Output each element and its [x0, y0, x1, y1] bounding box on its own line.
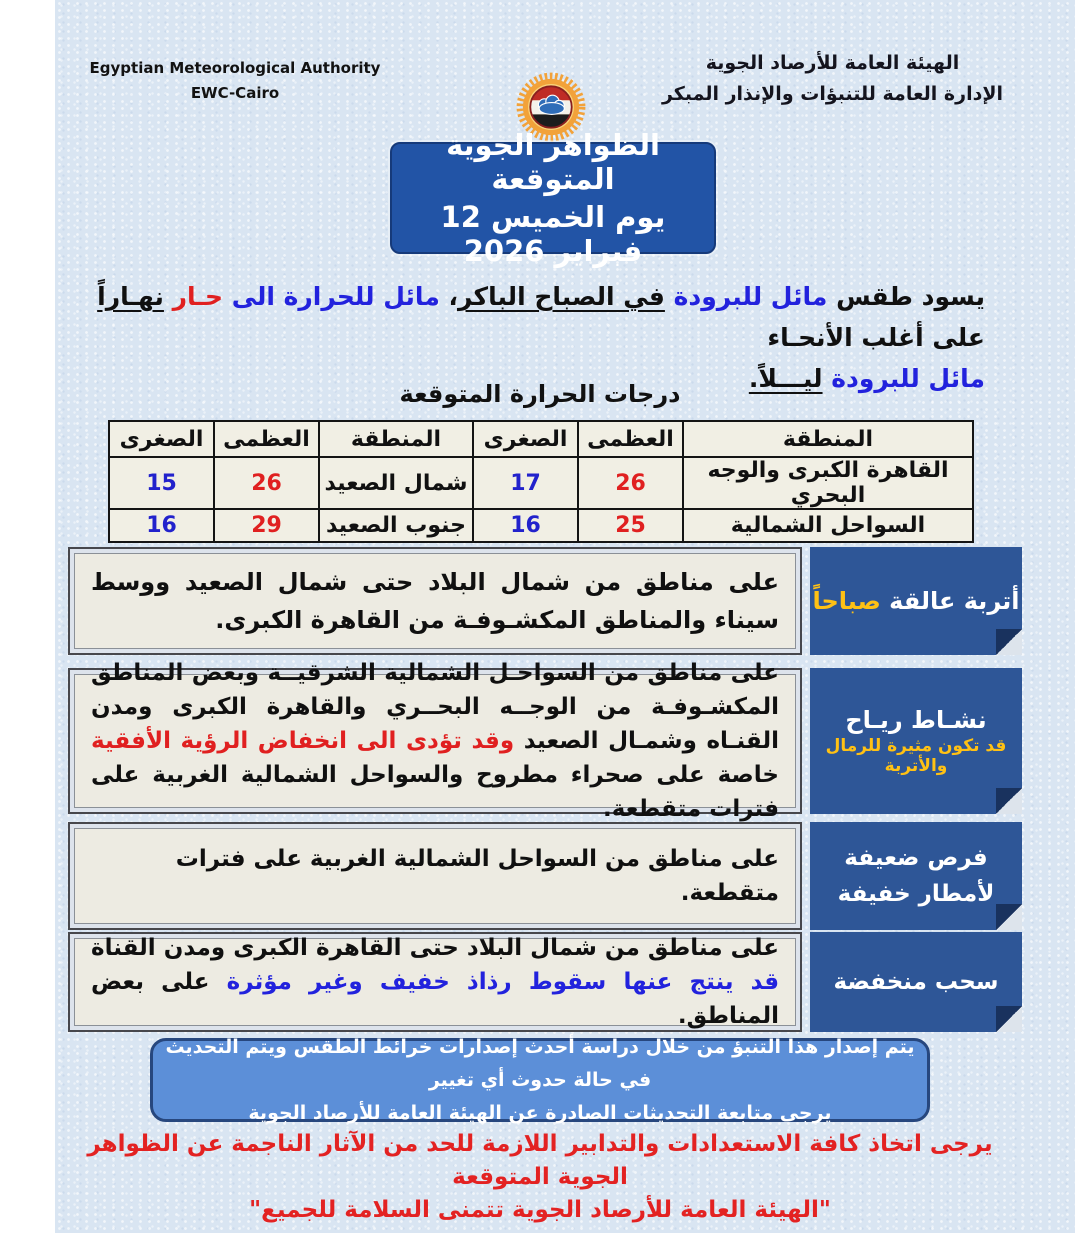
- table-row: [109, 457, 973, 509]
- clouds-label-box: [810, 932, 1022, 1032]
- cell-min-temp: 15: [109, 457, 214, 509]
- summary-segment-cold: مائل للبرودة: [664, 282, 828, 311]
- dust-label-box: [810, 547, 1022, 655]
- dust-content-box: [68, 547, 802, 655]
- cell-region: السواحل الشمالية: [683, 509, 973, 542]
- rain-label-line1: فرص ضعيفة: [844, 845, 988, 871]
- folded-corner-icon: [996, 1006, 1022, 1032]
- summary-segment: على أغلب الأنحـاء: [767, 323, 985, 352]
- header-min-b: الصغرى: [109, 421, 214, 457]
- summary-segment-cold-night: مائل للبرودة: [822, 364, 985, 393]
- folded-corner-icon: [996, 788, 1022, 814]
- cell-region: جنوب الصعيد: [319, 509, 473, 542]
- footer-warning-line2: "الهيئة العامة للأرصاد الجوية تتمنى السلامة للجميع": [249, 1197, 831, 1223]
- notice-line2: يرجى متابعة التحديثات الصادرة عن الهيئة العامة للأرصاد الجوية: [248, 1101, 832, 1124]
- update-notice-box: [150, 1035, 930, 1124]
- summary-segment: ،: [439, 282, 458, 311]
- summary-segment-warm: مائل للحرارة الى: [222, 282, 440, 311]
- summary-segment-night: ليـــلاً.: [748, 364, 823, 393]
- cell-max-temp: 29: [214, 509, 319, 542]
- clouds-drizzle-note: قد ينتج عنها سقوط رذاذ خفيف وغير مؤثرة: [209, 969, 780, 995]
- section-low-clouds: [0, 932, 1075, 1032]
- header-max-b: العظمى: [214, 421, 319, 457]
- rain-body-text: على مناطق من السواحل الشمالية الغربية على فترات متقطعة.: [175, 846, 779, 906]
- cell-max-temp: 26: [214, 457, 319, 509]
- wind-content-box: [68, 660, 802, 822]
- cell-region: القاهرة الكبرى والوجه البحري: [683, 457, 973, 509]
- table-header-row: [109, 421, 973, 457]
- summary-segment-daytime: نهـاراً: [97, 282, 164, 311]
- org-name-arabic-line1: الهيئة العامة للأرصاد الجوية: [705, 52, 960, 74]
- footer-warning-line1: يرجى اتخاذ كافة الاستعدادات والتدابير اللازمة للحد من الآثار الناجمة عن الظواهر الجوية المتوقعة: [87, 1131, 993, 1190]
- section-wind-activity: [0, 660, 1075, 822]
- clouds-body-line1: على مناطق من شمال البلاد حتى القاهرة الكبرى ومدن القناة: [91, 935, 779, 961]
- cell-region: شمال الصعيد: [319, 457, 473, 509]
- wind-label-sub: قد تكون مثيرة للرمال والأتربة: [825, 736, 1007, 776]
- rain-label-line2: لأمطار خفيفة: [837, 881, 995, 907]
- dust-body-text: على مناطق من شمال البلاد حتى شمال الصعيد ووسط سيناء والمناطق المكشـوفـة من القاهرة الكبرى.: [91, 568, 779, 634]
- summary-segment-hot: حـار: [163, 282, 223, 311]
- org-name-english-line2: EWC-Cairo: [190, 84, 280, 102]
- folded-corner-icon: [996, 629, 1022, 655]
- org-name-arabic-line2: الإدارة العامة للتنبؤات والإنذار المبكر: [661, 83, 1004, 105]
- rain-label-box: [810, 822, 1022, 930]
- org-name-arabic: [660, 48, 1005, 110]
- dust-label-accent: صباحاً: [812, 587, 881, 615]
- dust-label: أتربة عالقة صباحاً: [812, 587, 1020, 615]
- report-title-box: [390, 128, 716, 268]
- cell-min-temp: 16: [109, 509, 214, 542]
- cell-min-temp: 17: [473, 457, 578, 509]
- wind-label-box: [810, 668, 1022, 814]
- org-name-english-line1: Egyptian Meteorological Authority: [89, 59, 381, 77]
- header-min-a: الصغرى: [473, 421, 578, 457]
- wind-body-text: على مناطق من السواحـل الشمالية الشرقيــة وبعض المناطق المكشـوفـة من الوجــه البحــري والقاهرة الكبرى ومدن القنـاه وشمـال الصعيد وقد تؤدى الى انخفاض الرؤية الأفقية خاصة على صحراء مطروح والسواحل الشمالية الغربية على فترات متقطعة.: [91, 660, 779, 822]
- header-max-a: العظمى: [578, 421, 683, 457]
- clouds-body-line2: قد ينتج عنها سقوط رذاذ خفيف وغير مؤثرة على بعض المناطق.: [91, 969, 780, 1029]
- report-title-line1: الظواهر الجوية المتوقعة: [446, 128, 660, 196]
- temperature-table: [108, 420, 974, 543]
- cell-min-temp: 16: [473, 509, 578, 542]
- header-region-a: المنطقة: [683, 421, 973, 457]
- org-name-english: [70, 56, 400, 106]
- summary-segment: يسود طقس: [827, 282, 985, 311]
- header-region-b: المنطقة: [319, 421, 473, 457]
- summary-segment-early-morning: في الصباح الباكر: [458, 282, 665, 311]
- section-light-rain: [0, 822, 1075, 930]
- section-suspended-dust: [0, 547, 1075, 655]
- report-date-line: يوم الخميس 12 فبراير 2026: [440, 200, 666, 268]
- clouds-label: سحب منخفضة: [833, 969, 999, 995]
- wind-visibility-warning: وقد تؤدى الى انخفاض الرؤية الأفقية: [91, 728, 515, 754]
- table-row: [109, 509, 973, 542]
- clouds-content-box: [68, 932, 802, 1032]
- temperature-table-title: درجات الحرارة المتوقعة: [399, 380, 681, 408]
- rain-content-box: [68, 822, 802, 930]
- footer-warning: [60, 1128, 1020, 1227]
- cell-max-temp: 25: [578, 509, 683, 542]
- folded-corner-icon: [996, 904, 1022, 930]
- notice-line1: يتم إصدار هذا التنبؤ من خلال دراسة أحدث إصدارات خرائط الطقس ويتم التحديث في حالة حدوث أي تغيير: [165, 1035, 915, 1091]
- cell-max-temp: 26: [578, 457, 683, 509]
- wind-label: نشـاط ريـاح: [845, 706, 987, 734]
